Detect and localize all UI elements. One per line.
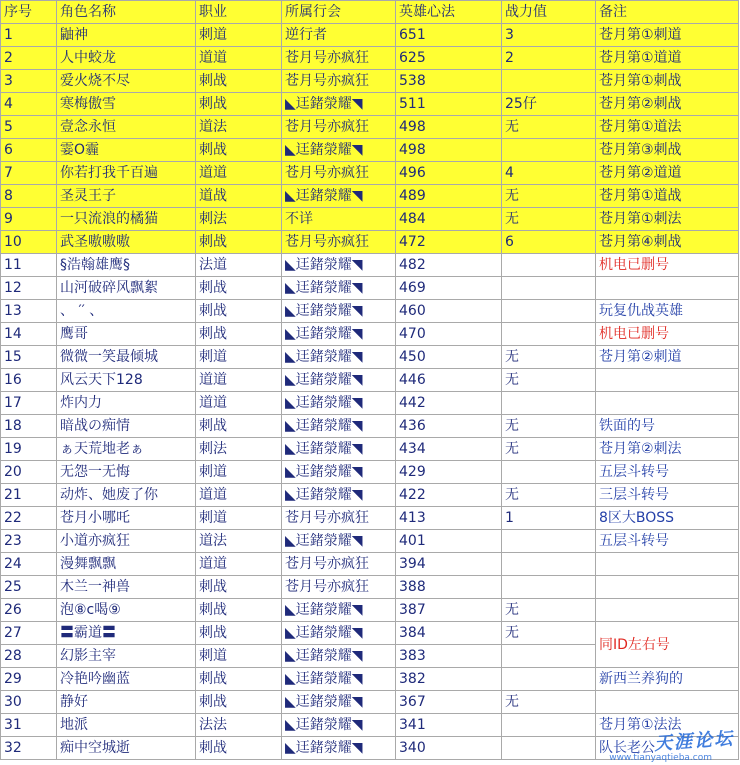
row-job[interactable]: 道战: [196, 185, 282, 208]
row-no[interactable]: 9: [1, 208, 57, 231]
row-guild[interactable]: ◣迋鍺滎耀◥: [282, 645, 396, 668]
table-row: [1, 70, 739, 93]
row-guild[interactable]: ◣迋鍺滎耀◥: [282, 622, 396, 645]
row-guild[interactable]: ◣迋鍺滎耀◥: [282, 714, 396, 737]
row-power[interactable]: 6: [502, 231, 596, 254]
table-row: [1, 162, 739, 185]
row-job[interactable]: 刺战: [196, 737, 282, 760]
row-power[interactable]: 无: [502, 346, 596, 369]
row-power[interactable]: 无: [502, 116, 596, 139]
row-power[interactable]: [502, 300, 596, 323]
row-name[interactable]: 动炸、她废了你: [57, 484, 196, 507]
row-no[interactable]: 16: [1, 369, 57, 392]
row-no[interactable]: 31: [1, 714, 57, 737]
row-name[interactable]: 小道亦疯狂: [57, 530, 196, 553]
row-guild[interactable]: 苍月号亦疯狂: [282, 507, 396, 530]
row-name[interactable]: 风云天下128: [57, 369, 196, 392]
row-name[interactable]: 冷艳吟幽蓝: [57, 668, 196, 691]
table-row: [1, 231, 739, 254]
row-no[interactable]: 6: [1, 139, 57, 162]
row-note[interactable]: [596, 277, 739, 300]
table-row: [1, 323, 739, 346]
row-name[interactable]: 鼬神: [57, 24, 196, 47]
row-guild[interactable]: 不详: [282, 208, 396, 231]
row-name[interactable]: 暗战の痴情: [57, 415, 196, 438]
row-job[interactable]: 刺战: [196, 323, 282, 346]
row-score[interactable]: 341: [396, 714, 502, 737]
row-power[interactable]: 无: [502, 185, 596, 208]
row-name[interactable]: 武圣嗷嗷嗷: [57, 231, 196, 254]
row-note[interactable]: 机电已删号: [596, 254, 739, 277]
row-score[interactable]: 340: [396, 737, 502, 760]
row-score[interactable]: 383: [396, 645, 502, 668]
row-score[interactable]: 442: [396, 392, 502, 415]
header-note: 备注: [596, 1, 739, 24]
row-job[interactable]: 法法: [196, 714, 282, 737]
row-power[interactable]: 1: [502, 507, 596, 530]
row-guild[interactable]: ◣迋鍺滎耀◥: [282, 323, 396, 346]
row-name[interactable]: 爱火烧不尽: [57, 70, 196, 93]
row-note[interactable]: 玩复仇战英雄: [596, 300, 739, 323]
row-score[interactable]: 388: [396, 576, 502, 599]
row-score[interactable]: 472: [396, 231, 502, 254]
row-job[interactable]: 道法: [196, 530, 282, 553]
watermark-url: www.tianyaqtieba.com: [609, 753, 712, 763]
table-row: [1, 346, 739, 369]
row-no[interactable]: 20: [1, 461, 57, 484]
row-note[interactable]: 苍月第②刺法: [596, 438, 739, 461]
row-guild[interactable]: 苍月号亦疯狂: [282, 231, 396, 254]
row-guild[interactable]: ◣迋鍺滎耀◥: [282, 254, 396, 277]
row-guild[interactable]: 逆行者: [282, 24, 396, 47]
row-note[interactable]: 苍月第②刺战: [596, 93, 739, 116]
table-row: [1, 47, 739, 70]
row-name[interactable]: §浩翰雄鹰§: [57, 254, 196, 277]
row-name[interactable]: 静好: [57, 691, 196, 714]
row-no[interactable]: 24: [1, 553, 57, 576]
row-guild[interactable]: ◣迋鍺滎耀◥: [282, 599, 396, 622]
header-row: [1, 1, 739, 24]
row-name[interactable]: 漫舞飘飘: [57, 553, 196, 576]
row-power[interactable]: 3: [502, 24, 596, 47]
row-power[interactable]: 无: [502, 369, 596, 392]
table-row: [1, 369, 739, 392]
row-score[interactable]: 387: [396, 599, 502, 622]
row-power[interactable]: [502, 714, 596, 737]
row-power[interactable]: 无: [502, 438, 596, 461]
row-no[interactable]: 12: [1, 277, 57, 300]
row-power[interactable]: [502, 254, 596, 277]
row-name[interactable]: 鹰哥: [57, 323, 196, 346]
row-note[interactable]: 8区大BOSS: [596, 507, 739, 530]
row-guild[interactable]: ◣迋鍺滎耀◥: [282, 415, 396, 438]
row-score[interactable]: 446: [396, 369, 502, 392]
row-name[interactable]: 〓霸道〓: [57, 622, 196, 645]
table-row: [1, 599, 739, 622]
row-guild[interactable]: 苍月号亦疯狂: [282, 116, 396, 139]
table-row: [1, 415, 739, 438]
row-guild[interactable]: ◣迋鍺滎耀◥: [282, 438, 396, 461]
row-no[interactable]: 26: [1, 599, 57, 622]
row-no[interactable]: 28: [1, 645, 57, 668]
row-job[interactable]: 道道: [196, 47, 282, 70]
row-name[interactable]: 寒梅傲雪: [57, 93, 196, 116]
row-guild[interactable]: ◣迋鍺滎耀◥: [282, 668, 396, 691]
row-score[interactable]: 434: [396, 438, 502, 461]
table-row: [1, 93, 739, 116]
row-note[interactable]: 苍月第①刺道: [596, 24, 739, 47]
table-row: [1, 24, 739, 47]
row-job[interactable]: 刺战: [196, 599, 282, 622]
row-power[interactable]: [502, 645, 596, 668]
row-no[interactable]: 32: [1, 737, 57, 760]
row-note[interactable]: [596, 369, 739, 392]
row-job[interactable]: 刺法: [196, 438, 282, 461]
row-job[interactable]: 刺战: [196, 70, 282, 93]
table-row: [1, 277, 739, 300]
row-no[interactable]: 21: [1, 484, 57, 507]
row-no[interactable]: 11: [1, 254, 57, 277]
row-note[interactable]: 新西兰养狗的: [596, 668, 739, 691]
row-job[interactable]: 刺道: [196, 461, 282, 484]
row-no[interactable]: 22: [1, 507, 57, 530]
row-guild[interactable]: ◣迋鍺滎耀◥: [282, 185, 396, 208]
table-row: [1, 484, 739, 507]
row-note[interactable]: 苍月第②道道: [596, 162, 739, 185]
row-job[interactable]: 刺道: [196, 346, 282, 369]
table-row: [1, 254, 739, 277]
table-row: [1, 461, 739, 484]
table-row: [1, 392, 739, 415]
row-score[interactable]: 470: [396, 323, 502, 346]
row-note[interactable]: 同ID左右号: [596, 622, 739, 668]
row-power[interactable]: [502, 139, 596, 162]
row-no[interactable]: 10: [1, 231, 57, 254]
row-no[interactable]: 23: [1, 530, 57, 553]
row-score[interactable]: 382: [396, 668, 502, 691]
row-power[interactable]: 2: [502, 47, 596, 70]
row-job[interactable]: 刺战: [196, 576, 282, 599]
table-row: [1, 530, 739, 553]
row-note[interactable]: 苍月第①刺法: [596, 208, 739, 231]
row-power[interactable]: 无: [502, 599, 596, 622]
row-job[interactable]: 道法: [196, 116, 282, 139]
header-name: 角色名称: [57, 1, 196, 24]
row-guild[interactable]: ◣迋鍺滎耀◥: [282, 369, 396, 392]
row-score[interactable]: 482: [396, 254, 502, 277]
row-power[interactable]: 无: [502, 208, 596, 231]
row-job[interactable]: 刺战: [196, 415, 282, 438]
row-name[interactable]: 泡⑧c喝⑨: [57, 599, 196, 622]
row-score[interactable]: 384: [396, 622, 502, 645]
header-score: 英雄心法: [396, 1, 502, 24]
row-job[interactable]: 刺战: [196, 277, 282, 300]
row-job[interactable]: 刺道: [196, 507, 282, 530]
row-power[interactable]: 无: [502, 484, 596, 507]
row-score[interactable]: 394: [396, 553, 502, 576]
table-row: [1, 116, 739, 139]
row-no[interactable]: 19: [1, 438, 57, 461]
row-name[interactable]: 苍月小哪吒: [57, 507, 196, 530]
row-name[interactable]: 地派: [57, 714, 196, 737]
row-job[interactable]: 刺道: [196, 24, 282, 47]
table-row: [1, 714, 739, 737]
row-power[interactable]: 无: [502, 622, 596, 645]
row-no[interactable]: 29: [1, 668, 57, 691]
row-job[interactable]: 道道: [196, 162, 282, 185]
row-no[interactable]: 15: [1, 346, 57, 369]
row-name[interactable]: 你若打我千百遍: [57, 162, 196, 185]
row-score[interactable]: 436: [396, 415, 502, 438]
row-note[interactable]: [596, 553, 739, 576]
row-power[interactable]: [502, 461, 596, 484]
row-name[interactable]: 炸内力: [57, 392, 196, 415]
table-row: [1, 185, 739, 208]
row-guild[interactable]: ◣迋鍺滎耀◥: [282, 484, 396, 507]
row-name[interactable]: 人中蛟龙: [57, 47, 196, 70]
row-power[interactable]: 无: [502, 691, 596, 714]
row-note[interactable]: 队长老公: [596, 737, 739, 760]
row-score[interactable]: 401: [396, 530, 502, 553]
row-guild[interactable]: ◣迋鍺滎耀◥: [282, 691, 396, 714]
row-name[interactable]: 痴中空城逝: [57, 737, 196, 760]
row-guild[interactable]: ◣迋鍺滎耀◥: [282, 530, 396, 553]
row-name[interactable]: 无怨一无悔: [57, 461, 196, 484]
table-row: [1, 553, 739, 576]
row-note[interactable]: [596, 599, 739, 622]
row-power[interactable]: 25仔: [502, 93, 596, 116]
row-name[interactable]: 幻影主宰: [57, 645, 196, 668]
row-score[interactable]: 498: [396, 139, 502, 162]
row-name[interactable]: 微微一笑最倾城: [57, 346, 196, 369]
row-no[interactable]: 4: [1, 93, 57, 116]
row-note[interactable]: [596, 576, 739, 599]
row-power[interactable]: [502, 530, 596, 553]
row-no[interactable]: 13: [1, 300, 57, 323]
header-power: 战力值: [502, 1, 596, 24]
row-no[interactable]: 8: [1, 185, 57, 208]
row-power[interactable]: [502, 668, 596, 691]
row-name[interactable]: 一只流浪的橘猫: [57, 208, 196, 231]
row-guild[interactable]: 苍月号亦疯狂: [282, 162, 396, 185]
row-no[interactable]: 18: [1, 415, 57, 438]
table-row: [1, 139, 739, 162]
row-score[interactable]: 625: [396, 47, 502, 70]
row-power[interactable]: [502, 392, 596, 415]
row-no[interactable]: 2: [1, 47, 57, 70]
row-job[interactable]: 道道: [196, 553, 282, 576]
row-no[interactable]: 14: [1, 323, 57, 346]
row-guild[interactable]: ◣迋鍺滎耀◥: [282, 300, 396, 323]
row-note[interactable]: 苍月第①道法: [596, 116, 739, 139]
row-no[interactable]: 25: [1, 576, 57, 599]
row-score[interactable]: 422: [396, 484, 502, 507]
row-name[interactable]: ぁ天荒地老ぁ: [57, 438, 196, 461]
row-job[interactable]: 刺战: [196, 231, 282, 254]
row-job[interactable]: 道道: [196, 484, 282, 507]
table-row: [1, 208, 739, 231]
header-no: 序号: [1, 1, 57, 24]
row-guild[interactable]: 苍月号亦疯狂: [282, 47, 396, 70]
row-guild[interactable]: ◣迋鍺滎耀◥: [282, 737, 396, 760]
row-power[interactable]: [502, 277, 596, 300]
table-row: [1, 576, 739, 599]
row-score[interactable]: 498: [396, 116, 502, 139]
row-power[interactable]: [502, 323, 596, 346]
row-score[interactable]: 450: [396, 346, 502, 369]
row-job[interactable]: 刺战: [196, 300, 282, 323]
table-row: [1, 507, 739, 530]
table-row: [1, 691, 739, 714]
row-score[interactable]: 538: [396, 70, 502, 93]
row-guild[interactable]: 苍月号亦疯狂: [282, 576, 396, 599]
table-row: [1, 622, 739, 645]
row-guild[interactable]: ◣迋鍺滎耀◥: [282, 392, 396, 415]
row-name[interactable]: 霎O霾: [57, 139, 196, 162]
row-score[interactable]: 469: [396, 277, 502, 300]
row-guild[interactable]: ◣迋鍺滎耀◥: [282, 277, 396, 300]
row-note[interactable]: 机电已删号: [596, 323, 739, 346]
row-guild[interactable]: ◣迋鍺滎耀◥: [282, 461, 396, 484]
row-power[interactable]: 4: [502, 162, 596, 185]
row-job[interactable]: 道道: [196, 392, 282, 415]
row-note[interactable]: 苍月第①道战: [596, 185, 739, 208]
table-row: [1, 668, 739, 691]
row-note[interactable]: 苍月第③刺战: [596, 139, 739, 162]
row-job[interactable]: 刺法: [196, 208, 282, 231]
row-score[interactable]: 484: [396, 208, 502, 231]
row-note[interactable]: 铁面的号: [596, 415, 739, 438]
row-name[interactable]: 圣灵王子: [57, 185, 196, 208]
row-job[interactable]: 刺道: [196, 645, 282, 668]
table-row: [1, 300, 739, 323]
row-name[interactable]: 山河破碎风飘絮: [57, 277, 196, 300]
watermark-logo: 天涯论坛: [653, 728, 735, 755]
row-note[interactable]: [596, 691, 739, 714]
row-guild[interactable]: 苍月号亦疯狂: [282, 70, 396, 93]
row-job[interactable]: 刺战: [196, 668, 282, 691]
row-power[interactable]: [502, 70, 596, 93]
row-guild[interactable]: ◣迋鍺滎耀◥: [282, 93, 396, 116]
row-name[interactable]: 木兰一神兽: [57, 576, 196, 599]
row-no[interactable]: 5: [1, 116, 57, 139]
row-note[interactable]: [596, 392, 739, 415]
row-no[interactable]: 30: [1, 691, 57, 714]
row-name[interactable]: 、 ′′ 、: [57, 300, 196, 323]
row-no[interactable]: 17: [1, 392, 57, 415]
row-score[interactable]: 496: [396, 162, 502, 185]
row-note[interactable]: 三层斗转号: [596, 484, 739, 507]
table-row: [1, 438, 739, 461]
row-score[interactable]: 511: [396, 93, 502, 116]
row-score[interactable]: 460: [396, 300, 502, 323]
row-note[interactable]: 苍月第①刺战: [596, 70, 739, 93]
row-guild[interactable]: ◣迋鍺滎耀◥: [282, 139, 396, 162]
row-job[interactable]: 道道: [196, 369, 282, 392]
row-no[interactable]: 3: [1, 70, 57, 93]
row-name[interactable]: 壹念永恒: [57, 116, 196, 139]
row-note[interactable]: 苍月第②刺道: [596, 346, 739, 369]
row-no[interactable]: 1: [1, 24, 57, 47]
header-guild: 所属行会: [282, 1, 396, 24]
row-power[interactable]: 无: [502, 415, 596, 438]
row-no[interactable]: 7: [1, 162, 57, 185]
row-score[interactable]: 489: [396, 185, 502, 208]
row-note[interactable]: 苍月第①法法: [596, 714, 739, 737]
row-guild[interactable]: 苍月号亦疯狂: [282, 553, 396, 576]
header-job: 职业: [196, 1, 282, 24]
row-note[interactable]: 苍月第①道道: [596, 47, 739, 70]
row-score[interactable]: 651: [396, 24, 502, 47]
row-score[interactable]: 413: [396, 507, 502, 530]
row-power[interactable]: [502, 576, 596, 599]
row-no[interactable]: 27: [1, 622, 57, 645]
row-job[interactable]: 刺战: [196, 139, 282, 162]
row-guild[interactable]: ◣迋鍺滎耀◥: [282, 346, 396, 369]
row-note[interactable]: 五层斗转号: [596, 530, 739, 553]
row-power[interactable]: [502, 553, 596, 576]
row-score[interactable]: 429: [396, 461, 502, 484]
row-job[interactable]: 刺战: [196, 691, 282, 714]
row-note[interactable]: 五层斗转号: [596, 461, 739, 484]
row-job[interactable]: 刺战: [196, 93, 282, 116]
row-power[interactable]: [502, 737, 596, 760]
row-job[interactable]: 法道: [196, 254, 282, 277]
row-score[interactable]: 367: [396, 691, 502, 714]
row-note[interactable]: 苍月第④刺战: [596, 231, 739, 254]
row-job[interactable]: 刺战: [196, 622, 282, 645]
